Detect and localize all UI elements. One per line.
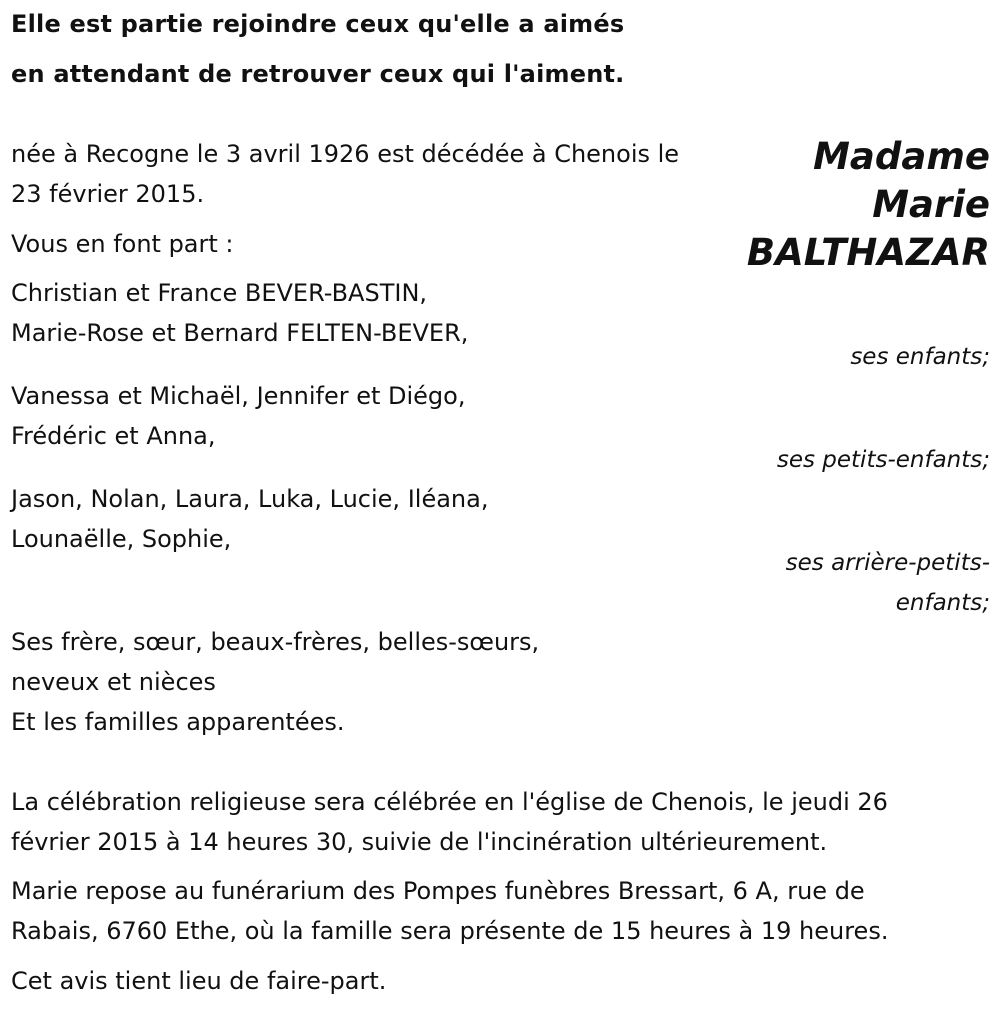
- relation-children: ses enfants;: [850, 344, 990, 370]
- ceremony-line-1: La célébration religieuse sera célébrée en l'église de Chenois, le jeudi 26: [11, 788, 888, 816]
- deceased-name: [747, 133, 990, 277]
- ceremony-line-2: février 2015 à 14 heures 30, suivie de l'incinération ultérieurement.: [11, 828, 828, 856]
- deceased-last-name: BALTHAZAR: [746, 231, 990, 274]
- funeral-home-line-1: Marie repose au funérarium des Pompes funèbres Bressart, 6 A, rue de: [11, 877, 865, 905]
- relation-great-grandchildren-line-2: enfants;: [895, 590, 990, 616]
- children-line-1: Christian et France BEVER-BASTIN,: [11, 279, 428, 307]
- grandchildren-line-1: Vanessa et Michaël, Jennifer et Diégo,: [11, 382, 466, 410]
- grandchildren-line-2: Frédéric et Anna,: [11, 422, 216, 450]
- relation-great-grandchildren-line-1: ses arrière-petits-: [785, 550, 990, 576]
- funeral-home-line-2: Rabais, 6760 Ethe, où la famille sera présente de 15 heures à 19 heures.: [11, 917, 889, 945]
- family-line-2: neveux et nièces: [11, 668, 216, 696]
- children-line-2: Marie-Rose et Bernard FELTEN-BEVER,: [11, 319, 469, 347]
- relation-grandchildren: ses petits-enfants;: [776, 447, 990, 473]
- family-line-1: Ses frère, sœur, beaux-frères, belles-sœurs,: [11, 628, 540, 656]
- deceased-first-name: Marie: [872, 183, 990, 226]
- intro-line-2: en attendant de retrouver ceux qui l'aiment.: [11, 60, 625, 88]
- family-line-3: Et les familles apparentées.: [11, 708, 345, 736]
- deceased-title: Madame: [813, 135, 990, 178]
- announce-text: Vous en font part :: [11, 230, 234, 258]
- intro-line-1: Elle est partie rejoindre ceux qu'elle a aimés: [11, 10, 625, 38]
- closing-text: Cet avis tient lieu de faire-part.: [11, 967, 387, 995]
- birth-death-line-1: née à Recogne le 3 avril 1926 est décédée à Chenois le: [11, 140, 680, 168]
- birth-death-line-2: 23 février 2015.: [11, 180, 205, 208]
- great-grandchildren-line-1: Jason, Nolan, Laura, Luka, Lucie, Iléana,: [11, 485, 489, 513]
- great-grandchildren-line-2: Lounaëlle, Sophie,: [11, 525, 232, 553]
